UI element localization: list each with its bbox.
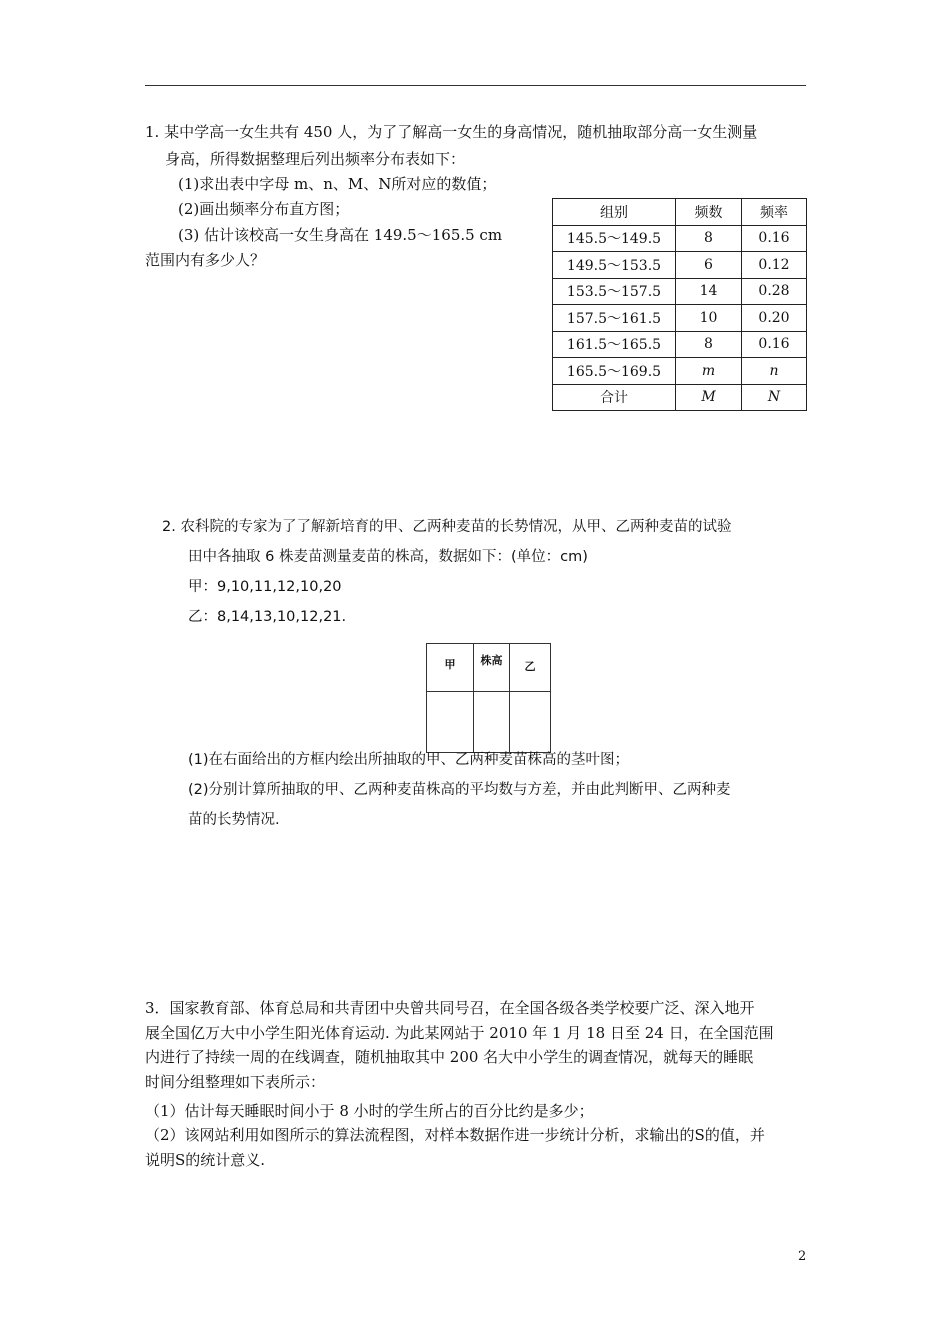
stem-header-yi: 乙 [510, 644, 551, 692]
q3-line1: 3．国家教育部、体育总局和共青团中央曾共同号召，在全国各级各类学校要广泛、深入地开 [145, 999, 755, 1017]
table-row [553, 252, 807, 279]
cell-count: 8 [676, 331, 742, 358]
q2-sub2a: (2)分别计算所抽取的甲、乙两种麦苗株高的平均数与方差，并由此判断甲、乙两种麦 [188, 782, 731, 798]
cell-total-label: 合计 [553, 384, 676, 411]
q3-line2: 展全国亿万大中小学生阳光体育运动. 为此某网站于 2010 年 1 月 18 日至 24 日，在全国范围 [145, 1024, 774, 1042]
q3-sub2b: 说明S的统计意义. [145, 1151, 266, 1169]
stem-cell-jia [427, 692, 474, 753]
frequency-table [552, 198, 807, 411]
header-rule [145, 85, 806, 86]
q1-sub3: (3) 估计该校高一女生身高在 149.5～165.5 cm [178, 226, 503, 244]
stem-cell-yi [510, 692, 551, 753]
q2-sub2b: 苗的长势情况. [188, 812, 280, 828]
q2-line2: 田中各抽取 6 株麦苗测量麦苗的株高，数据如下：(单位：cm) [188, 549, 588, 565]
q3-sub2: （2）该网站利用如图所示的算法流程图，对样本数据作进一步统计分析，求输出的S的值，并 [145, 1126, 765, 1144]
q3-line4: 时间分组整理如下表所示： [145, 1073, 326, 1091]
stem-leaf-box [426, 643, 551, 753]
header-frequency: 频率 [742, 199, 807, 226]
cell-frequency: n [742, 358, 807, 385]
cell-count: 6 [676, 252, 742, 279]
table-row [553, 358, 807, 385]
cell-group: 165.5～169.5 [553, 358, 676, 385]
frequency-table-header [553, 199, 807, 226]
cell-group: 149.5～153.5 [553, 252, 676, 279]
q2-line1: 2. 农科院的专家为了了解新培育的甲、乙两种麦苗的长势情况，从甲、乙两种麦苗的试验 [162, 519, 732, 535]
q1-sub2: (2)画出频率分布直方图； [178, 200, 350, 218]
cell-frequency: 0.16 [742, 225, 807, 252]
header-group: 组别 [553, 199, 676, 226]
header-count: 频数 [676, 199, 742, 226]
cell-frequency: 0.12 [742, 252, 807, 279]
q1-sub1: (1)求出表中字母 m、n、M、N所对应的数值； [178, 175, 497, 193]
stem-header-height: 株高 [474, 644, 510, 692]
page-number: 2 [798, 1249, 807, 1264]
cell-total-count: M [676, 384, 742, 411]
q3-sub1: （1）估计每天睡眠时间小于 8 小时的学生所占的百分比约是多少； [145, 1102, 594, 1120]
cell-count: 10 [676, 305, 742, 332]
cell-group: 161.5～165.5 [553, 331, 676, 358]
table-row-total [553, 384, 807, 411]
table-row [553, 305, 807, 332]
cell-group: 153.5～157.5 [553, 278, 676, 305]
q2-yi-data: 乙：8,14,13,10,12,21. [188, 609, 347, 625]
cell-frequency: 0.28 [742, 278, 807, 305]
cell-count: 8 [676, 225, 742, 252]
stem-header-jia: 甲 [427, 644, 474, 692]
cell-group: 157.5～161.5 [553, 305, 676, 332]
stem-cell-stem [474, 692, 510, 753]
cell-total-frequency: N [742, 384, 807, 411]
cell-frequency: 0.20 [742, 305, 807, 332]
q1-sub3b: 范围内有多少人？ [145, 251, 266, 269]
q2-sub1: (1)在右面给出的方框内绘出所抽取的甲、乙两种麦苗株高的茎叶图； [188, 752, 630, 768]
table-row [553, 225, 807, 252]
cell-group: 145.5～149.5 [553, 225, 676, 252]
cell-count: 14 [676, 278, 742, 305]
table-row [553, 331, 807, 358]
cell-frequency: 0.16 [742, 331, 807, 358]
q1-line2: 身高，所得数据整理后列出频率分布表如下： [165, 150, 466, 168]
table-row [553, 278, 807, 305]
q2-jia-data: 甲：9,10,11,12,10,20 [188, 579, 342, 595]
cell-count: m [676, 358, 742, 385]
q1-line1: 1. 某中学高一女生共有 450 人，为了了解高一女生的身高情况，随机抽取部分高一女生测量 [145, 123, 758, 141]
q3-line3: 内进行了持续一周的在线调查，随机抽取其中 200 名大中小学生的调查情况，就每天的睡眠 [145, 1048, 754, 1066]
